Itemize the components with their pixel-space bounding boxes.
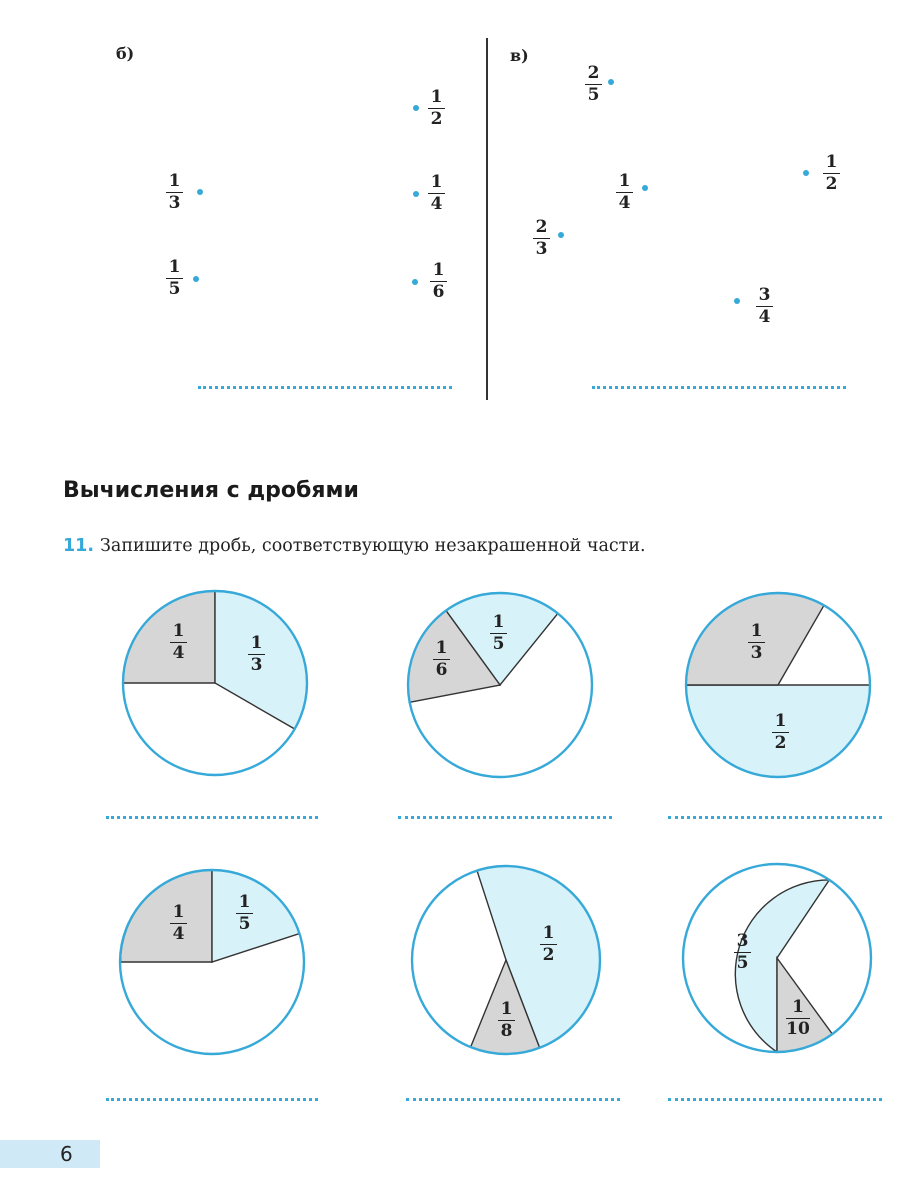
point-b-1-2[interactable] <box>413 105 419 111</box>
part-b-letter: б) <box>116 44 135 63</box>
answer-line-pie-5[interactable] <box>406 1098 620 1101</box>
answer-line-pie-1[interactable] <box>106 816 318 819</box>
answer-line-pie-3[interactable] <box>668 816 882 819</box>
part-v-letter: в) <box>510 46 529 65</box>
fraction-b-1-6: 1 6 <box>430 261 447 302</box>
pie1-label-1-4: 1 4 <box>170 622 187 663</box>
pie3-label-1-2: 1 2 <box>772 712 789 753</box>
pie3-label-1-3: 1 3 <box>748 622 765 663</box>
pie6-label-1-10: 1 10 <box>786 997 810 1039</box>
fraction-v-1-4: 1 4 <box>616 172 633 213</box>
answer-line-v[interactable] <box>592 386 846 389</box>
fraction-v-3-4: 3 4 <box>756 286 773 327</box>
point-v-1-2[interactable] <box>803 170 809 176</box>
point-v-2-3[interactable] <box>558 232 564 238</box>
pie2-label-1-5: 1 5 <box>490 613 507 654</box>
pie2-label-1-6: 1 6 <box>433 639 450 680</box>
page-number: 6 <box>60 1142 73 1166</box>
fraction-v-2-3: 2 3 <box>533 218 550 259</box>
point-v-2-5[interactable] <box>608 79 614 85</box>
task-number: 11. <box>63 536 95 556</box>
pie1-label-1-3: 1 3 <box>248 634 265 675</box>
answer-line-pie-2[interactable] <box>398 816 612 819</box>
answer-line-b[interactable] <box>198 386 452 389</box>
point-v-1-4[interactable] <box>642 185 648 191</box>
point-b-1-6[interactable] <box>412 279 418 285</box>
page-number-tab <box>0 1140 100 1168</box>
task-text: Запишите дробь, соответствующую незакрашенной части. <box>100 536 646 556</box>
pie4-label-1-5: 1 5 <box>236 893 253 934</box>
fraction-b-1-5: 1 5 <box>166 258 183 299</box>
point-v-3-4[interactable] <box>734 298 740 304</box>
pie4-label-1-4: 1 4 <box>170 903 187 944</box>
pie-chart-4 <box>115 870 310 1050</box>
point-b-1-5[interactable] <box>193 276 199 282</box>
task-11 <box>63 536 646 556</box>
fraction-b-1-2: 1 2 <box>428 88 445 129</box>
pie-chart-6 <box>680 865 880 1055</box>
pie6-label-3-5: 3 5 <box>734 932 751 973</box>
pie5-label-1-2: 1 2 <box>540 924 557 965</box>
pie-chart-1 <box>120 595 310 775</box>
fraction-b-1-4: 1 4 <box>428 173 445 214</box>
answer-line-pie-4[interactable] <box>106 1098 318 1101</box>
section-title: Вычисления с дробями <box>63 478 359 503</box>
fraction-b-1-3: 1 3 <box>166 172 183 213</box>
fraction-v-1-2: 1 2 <box>823 153 840 194</box>
pie5-label-1-8: 1 8 <box>498 1000 515 1041</box>
answer-line-pie-6[interactable] <box>668 1098 882 1101</box>
point-b-1-3[interactable] <box>197 189 203 195</box>
point-b-1-4[interactable] <box>413 191 419 197</box>
column-divider <box>486 38 488 400</box>
fraction-v-2-5: 2 5 <box>585 64 602 105</box>
